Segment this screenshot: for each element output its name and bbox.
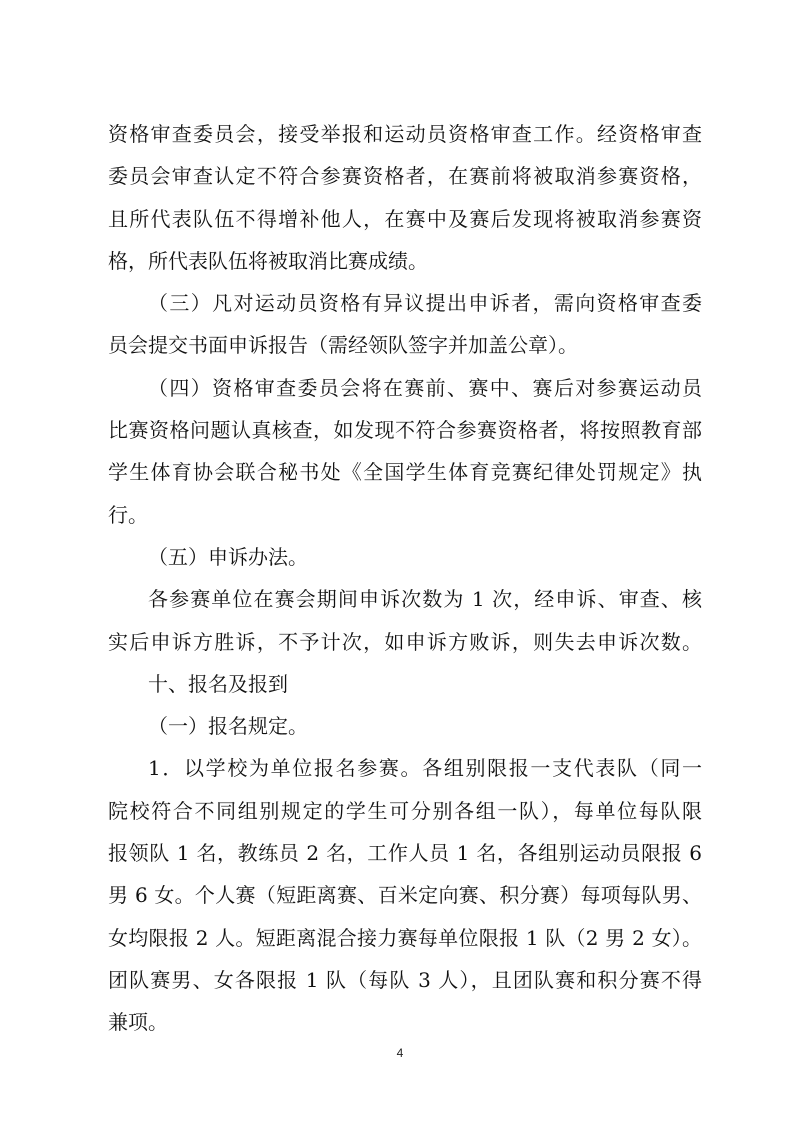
paragraph-line: （四）资格审查委员会将在赛前、赛中、赛后对参赛运动员 bbox=[148, 375, 702, 400]
paragraph-line: 兼项。 bbox=[108, 1010, 168, 1035]
paragraph-line: 委员会审查认定不符合参赛资格者，在赛前将被取消参赛资格， bbox=[108, 164, 702, 189]
document-body bbox=[108, 113, 702, 1044]
page-number: 4 bbox=[396, 1046, 404, 1060]
paragraph-line: 格，所代表队伍将被取消比赛成绩。 bbox=[108, 248, 428, 273]
subsection-heading: （五）申诉办法。 bbox=[148, 544, 308, 569]
paragraph-line: 比赛资格问题认真核查，如发现不符合参赛资格者，将按照教育部 bbox=[108, 418, 702, 443]
subsection-heading: （一）报名规定。 bbox=[148, 714, 308, 739]
paragraph-line: 且所代表队伍不得增补他人，在赛中及赛后发现将被取消参赛资 bbox=[108, 206, 702, 231]
paragraph-line: （三）凡对运动员资格有异议提出申诉者，需向资格审查委 bbox=[148, 291, 702, 316]
paragraph-line: 行。 bbox=[108, 502, 148, 527]
paragraph-line: 实后申诉方胜诉，不予计次，如申诉方败诉，则失去申诉次数。 bbox=[108, 629, 702, 654]
paragraph-line: 学生体育协会联合秘书处《全国学生体育竞赛纪律处罚规定》执 bbox=[108, 460, 702, 485]
paragraph-line: 男 6 女。个人赛（短距离赛、百米定向赛、积分赛）每项每队男、 bbox=[108, 883, 702, 908]
paragraph-line: 报领队 1 名，教练员 2 名，工作人员 1 名，各组别运动员限报 6 bbox=[108, 841, 702, 866]
paragraph-line: 1．以学校为单位报名参赛。各组别限报一支代表队（同一 bbox=[148, 756, 702, 781]
paragraph-line: 女均限报 2 人。短距离混合接力赛每单位限报 1 队（2 男 2 女）。 bbox=[108, 925, 702, 950]
paragraph-line: 团队赛男、女各限报 1 队（每队 3 人），且团队赛和积分赛不得 bbox=[108, 967, 702, 992]
paragraph-line: 各参赛单位在赛会期间申诉次数为 1 次，经申诉、审查、核 bbox=[148, 587, 702, 612]
paragraph-line: 员会提交书面申诉报告（需经领队签字并加盖公章）。 bbox=[108, 333, 578, 358]
paragraph-line: 资格审查委员会，接受举报和运动员资格审查工作。经资格审查 bbox=[108, 122, 702, 146]
section-heading: 十、报名及报到 bbox=[148, 671, 288, 696]
paragraph-line: 院校符合不同组别规定的学生可分别各组一队），每单位每队限 bbox=[108, 798, 702, 823]
